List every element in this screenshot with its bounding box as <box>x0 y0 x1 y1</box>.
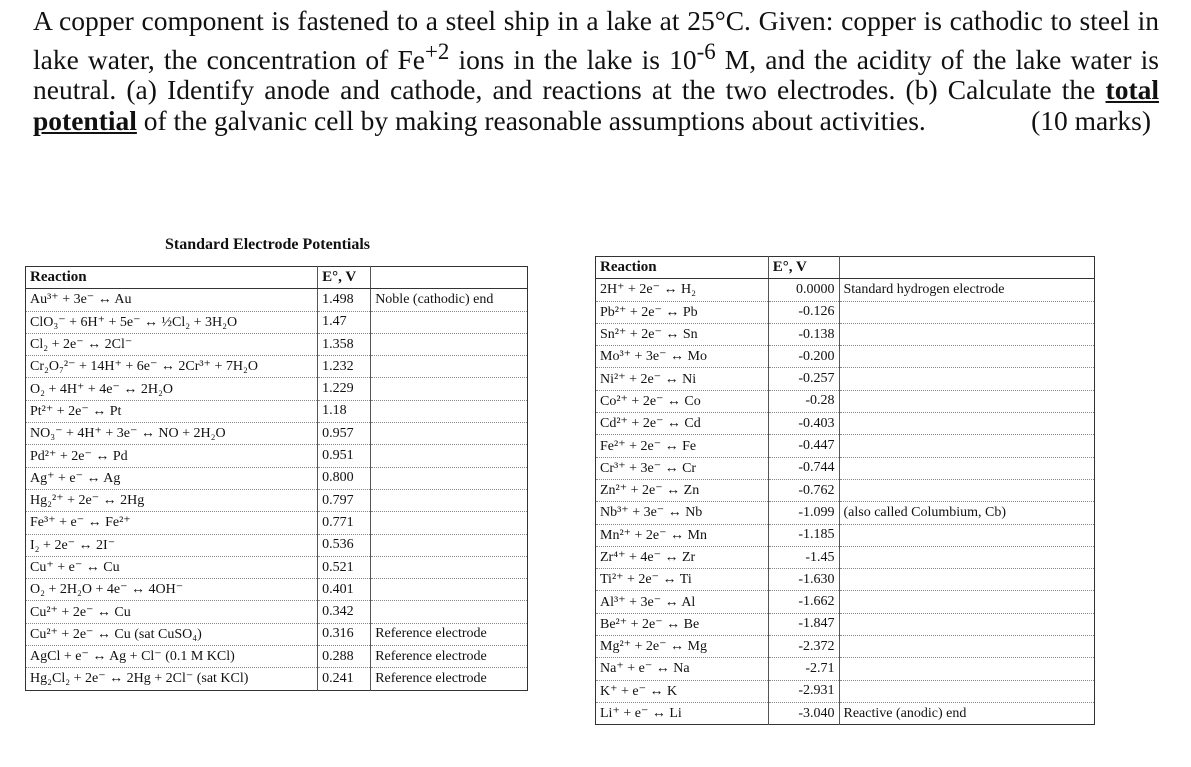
note-cell <box>371 356 528 378</box>
potential-cell: 0.951 <box>318 445 371 467</box>
potential-cell: 1.18 <box>318 400 371 422</box>
potential-cell: 0.0000 <box>768 279 839 301</box>
potential-cell: -2.71 <box>768 658 839 680</box>
table-row <box>26 489 528 511</box>
potential-cell: -2.931 <box>768 680 839 702</box>
note-cell <box>371 489 528 511</box>
table-row <box>596 658 1095 680</box>
note-cell <box>371 445 528 467</box>
potentials-table-active <box>595 256 1095 725</box>
table-row <box>26 467 528 489</box>
potential-cell: 0.316 <box>318 623 371 645</box>
potential-cell: -0.762 <box>768 479 839 501</box>
note-cell <box>839 368 1095 390</box>
note-cell <box>371 333 528 355</box>
table-row <box>26 333 528 355</box>
note-cell: Reference electrode <box>371 646 528 668</box>
reaction-cell: Zr⁴⁺ + 4e⁻ ↔ Zr <box>596 546 769 568</box>
table-row <box>596 502 1095 524</box>
potential-cell: 1.358 <box>318 333 371 355</box>
potential-cell: -1.847 <box>768 613 839 635</box>
reaction-cell: Pd²⁺ + 2e⁻ ↔ Pd <box>26 445 318 467</box>
reaction-cell: Cu²⁺ + 2e⁻ ↔ Cu (sat CuSO₄) <box>26 623 318 645</box>
reaction-cell: Nb³⁺ + 3e⁻ ↔ Nb <box>596 502 769 524</box>
table-row <box>26 445 528 467</box>
note-cell <box>371 311 528 333</box>
reaction-cell: Hg₂²⁺ + 2e⁻ ↔ 2Hg <box>26 489 318 511</box>
reaction-cell: Cu²⁺ + 2e⁻ ↔ Cu <box>26 601 318 623</box>
table-row <box>596 569 1095 591</box>
reaction-cell: Fe²⁺ + 2e⁻ ↔ Fe <box>596 435 769 457</box>
potential-cell: -1.185 <box>768 524 839 546</box>
potential-cell: -1.630 <box>768 569 839 591</box>
note-cell <box>839 546 1095 568</box>
reaction-cell: Cr₂O₇²⁻ + 14H⁺ + 6e⁻ ↔ 2Cr³⁺ + 7H₂O <box>26 356 318 378</box>
potential-cell: 0.536 <box>318 534 371 556</box>
note-cell <box>839 346 1095 368</box>
potential-cell: 1.47 <box>318 311 371 333</box>
reaction-cell: Al³⁺ + 3e⁻ ↔ Al <box>596 591 769 613</box>
note-cell <box>371 467 528 489</box>
problem-statement <box>33 6 1159 137</box>
potential-cell: 0.957 <box>318 423 371 445</box>
fe-charge-superscript: +2 <box>424 38 450 64</box>
potential-cell: 1.232 <box>318 356 371 378</box>
table-row <box>596 702 1095 724</box>
table-row <box>596 368 1095 390</box>
table-row <box>596 546 1095 568</box>
potential-cell: -1.45 <box>768 546 839 568</box>
reaction-cell: Ni²⁺ + 2e⁻ ↔ Ni <box>596 368 769 390</box>
potential-cell: -1.662 <box>768 591 839 613</box>
reaction-cell: O₂ + 2H₂O + 4e⁻ ↔ 4OH⁻ <box>26 579 318 601</box>
reaction-cell: O₂ + 4H⁺ + 4e⁻ ↔ 2H₂O <box>26 378 318 400</box>
potential-cell: -0.744 <box>768 457 839 479</box>
note-cell <box>839 658 1095 680</box>
reaction-cell: Fe³⁺ + e⁻ ↔ Fe²⁺ <box>26 512 318 534</box>
potential-cell: 0.342 <box>318 601 371 623</box>
table-row <box>26 423 528 445</box>
table-row <box>596 301 1095 323</box>
problem-text-3: M, and the acidity of the lake water is neutral. (a) Identify anode and cathode, and reactions at the two electrodes. (b) Calculate the <box>33 43 1159 106</box>
reaction-cell: Mn²⁺ + 2e⁻ ↔ Mn <box>596 524 769 546</box>
note-cell: (also called Columbium, Cb) <box>839 502 1095 524</box>
table-row <box>596 591 1095 613</box>
note-cell <box>371 579 528 601</box>
e0-header: E°, V <box>768 257 839 279</box>
potential-cell: 0.797 <box>318 489 371 511</box>
reaction-cell: Pt²⁺ + 2e⁻ ↔ Pt <box>26 400 318 422</box>
e0-header: E°, V <box>318 267 371 289</box>
concentration-exponent: -6 <box>696 38 716 64</box>
note-cell <box>371 601 528 623</box>
table-row <box>26 512 528 534</box>
table-row <box>26 601 528 623</box>
potential-cell: 0.800 <box>318 467 371 489</box>
note-cell <box>839 569 1095 591</box>
reaction-cell: Mg²⁺ + 2e⁻ ↔ Mg <box>596 636 769 658</box>
table-row <box>596 323 1095 345</box>
note-cell: Reference electrode <box>371 623 528 645</box>
note-cell <box>839 613 1095 635</box>
note-cell <box>371 378 528 400</box>
table-row <box>26 646 528 668</box>
note-cell <box>839 636 1095 658</box>
note-cell: Reactive (anodic) end <box>839 702 1095 724</box>
note-cell <box>839 680 1095 702</box>
reaction-cell: Li⁺ + e⁻ ↔ Li <box>596 702 769 724</box>
note-cell: Standard hydrogen electrode <box>839 279 1095 301</box>
table-header-row <box>596 257 1095 279</box>
reaction-cell: Au³⁺ + 3e⁻ ↔ Au <box>26 289 318 311</box>
potential-cell: -0.200 <box>768 346 839 368</box>
reaction-cell: Cr³⁺ + 3e⁻ ↔ Cr <box>596 457 769 479</box>
reaction-cell: Zn²⁺ + 2e⁻ ↔ Zn <box>596 479 769 501</box>
note-cell <box>839 435 1095 457</box>
note-cell: Reference electrode <box>371 668 528 690</box>
reaction-cell: Na⁺ + e⁻ ↔ Na <box>596 658 769 680</box>
reaction-cell: ClO₃⁻ + 6H⁺ + 5e⁻ ↔ ½Cl₂ + 3H₂O <box>26 311 318 333</box>
potential-cell: -2.372 <box>768 636 839 658</box>
potential-cell: 0.521 <box>318 556 371 578</box>
potential-cell: -3.040 <box>768 702 839 724</box>
potential-cell: -0.138 <box>768 323 839 345</box>
table-row <box>596 413 1095 435</box>
note-cell <box>839 390 1095 412</box>
table-row <box>26 356 528 378</box>
table-row <box>596 524 1095 546</box>
reaction-cell: Hg₂Cl₂ + 2e⁻ ↔ 2Hg + 2Cl⁻ (sat KCl) <box>26 668 318 690</box>
table-row <box>26 289 528 311</box>
table-row <box>26 378 528 400</box>
reaction-cell: Pb²⁺ + 2e⁻ ↔ Pb <box>596 301 769 323</box>
note-cell <box>371 400 528 422</box>
table-row <box>26 623 528 645</box>
potential-cell: -0.28 <box>768 390 839 412</box>
table-row <box>596 435 1095 457</box>
problem-text-2: ions in the lake is 10 <box>449 43 697 75</box>
reaction-cell: Be²⁺ + 2e⁻ ↔ Be <box>596 613 769 635</box>
note-cell <box>839 413 1095 435</box>
table-row <box>596 346 1095 368</box>
potentials-table-noble <box>25 266 528 691</box>
potential-cell: -0.257 <box>768 368 839 390</box>
note-cell: Noble (cathodic) end <box>371 289 528 311</box>
reaction-cell: Sn²⁺ + 2e⁻ ↔ Sn <box>596 323 769 345</box>
table-row <box>26 400 528 422</box>
table-row <box>596 613 1095 635</box>
table-row <box>26 311 528 333</box>
note-cell <box>839 301 1095 323</box>
note-cell <box>839 524 1095 546</box>
table-row <box>596 680 1095 702</box>
table-row <box>26 556 528 578</box>
potential-cell: 1.498 <box>318 289 371 311</box>
problem-text-4: of the galvanic cell by making reasonable assumptions about activities. <box>136 104 926 136</box>
reaction-cell: Co²⁺ + 2e⁻ ↔ Co <box>596 390 769 412</box>
reaction-cell: Mo³⁺ + 3e⁻ ↔ Mo <box>596 346 769 368</box>
potential-cell: 0.241 <box>318 668 371 690</box>
potential-cell: -0.447 <box>768 435 839 457</box>
reaction-cell: K⁺ + e⁻ ↔ K <box>596 680 769 702</box>
table-row <box>26 579 528 601</box>
note-cell <box>839 323 1095 345</box>
note-cell <box>839 479 1095 501</box>
note-cell <box>371 534 528 556</box>
total-potential-emphasis: total potential <box>33 74 1159 136</box>
reaction-cell: AgCl + e⁻ ↔ Ag + Cl⁻ (0.1 M KCl) <box>26 646 318 668</box>
table-row <box>26 668 528 690</box>
reaction-cell: Ti²⁺ + 2e⁻ ↔ Ti <box>596 569 769 591</box>
potential-cell: 0.771 <box>318 512 371 534</box>
table-row <box>596 279 1095 301</box>
note-cell <box>371 556 528 578</box>
problem-text-1: A copper component is fastened to a steel ship in a lake at 25°C. Given: copper is cathodic to steel in lake water, the concentration of Fe <box>33 5 1159 75</box>
potential-cell: 1.229 <box>318 378 371 400</box>
note-cell <box>839 591 1095 613</box>
potential-cell: 0.401 <box>318 579 371 601</box>
table-row <box>596 479 1095 501</box>
marks-label: (10 marks) <box>1031 105 1151 137</box>
table-title: Standard Electrode Potentials <box>165 236 371 253</box>
table-header-row <box>26 267 528 289</box>
potential-cell: -0.126 <box>768 301 839 323</box>
potential-cell: 0.288 <box>318 646 371 668</box>
reaction-cell: 2H⁺ + 2e⁻ ↔ H₂ <box>596 279 769 301</box>
note-cell <box>371 512 528 534</box>
reaction-cell: I₂ + 2e⁻ ↔ 2I⁻ <box>26 534 318 556</box>
note-cell <box>839 457 1095 479</box>
reaction-header: Reaction <box>26 267 318 289</box>
table-row <box>596 457 1095 479</box>
potential-cell: -0.403 <box>768 413 839 435</box>
table-row <box>26 534 528 556</box>
table-row <box>596 390 1095 412</box>
note-header <box>839 257 1095 279</box>
reaction-cell: Cu⁺ + e⁻ ↔ Cu <box>26 556 318 578</box>
reaction-cell: NO₃⁻ + 4H⁺ + 3e⁻ ↔ NO + 2H₂O <box>26 423 318 445</box>
table-row <box>596 636 1095 658</box>
potential-cell: -1.099 <box>768 502 839 524</box>
reaction-cell: Cl₂ + 2e⁻ ↔ 2Cl⁻ <box>26 333 318 355</box>
reaction-cell: Ag⁺ + e⁻ ↔ Ag <box>26 467 318 489</box>
note-header <box>371 267 528 289</box>
reaction-header: Reaction <box>596 257 769 279</box>
note-cell <box>371 423 528 445</box>
reaction-cell: Cd²⁺ + 2e⁻ ↔ Cd <box>596 413 769 435</box>
